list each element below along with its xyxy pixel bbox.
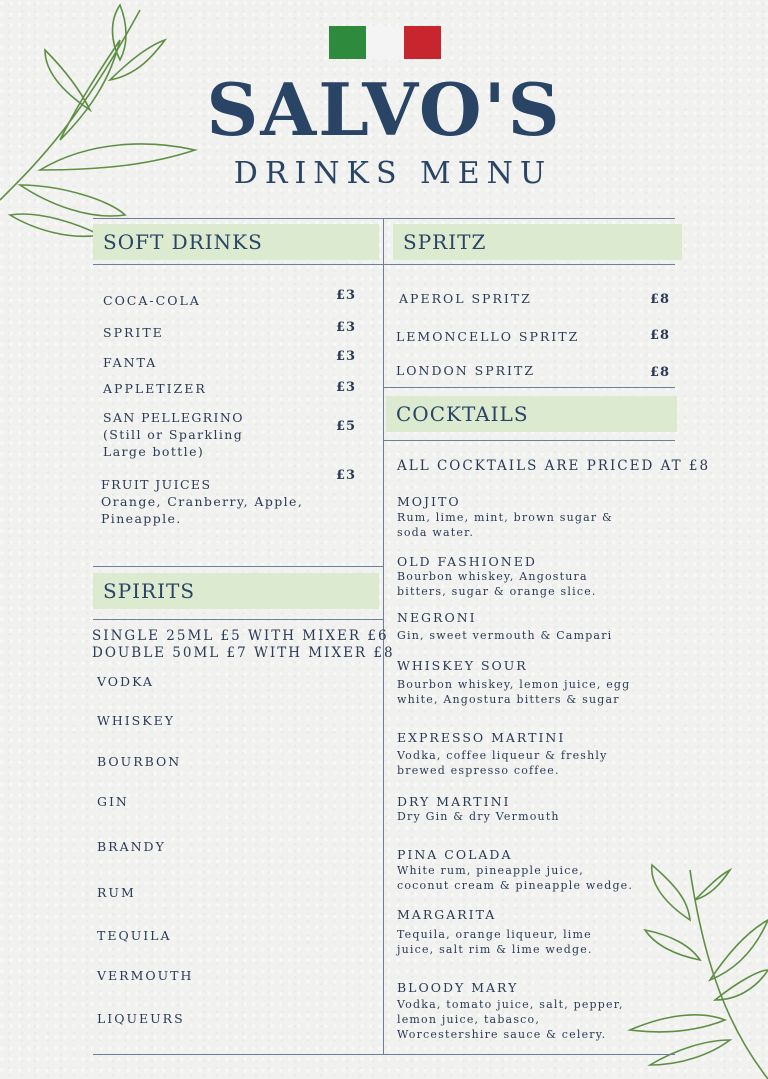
cocktail-description: Bourbon whiskey, Angostura bitters, sugar & orange slice. xyxy=(397,570,597,598)
soft-drink-name: SPRITE xyxy=(103,325,164,340)
cocktail-name: MARGARITA xyxy=(397,907,497,922)
soft-drink-name: FRUIT JUICES Orange, Cranberry, Apple, Pineapple. xyxy=(101,477,304,526)
soft-drink-name: SAN PELLEGRINO (Still or Sparkling Large bottle) xyxy=(103,410,244,459)
cocktails-heading: COCKTAILS xyxy=(386,396,677,432)
spirit-item: TEQUILA xyxy=(97,928,172,943)
menu-subtitle: DRINKS MENU xyxy=(233,156,553,191)
flag-green-stripe xyxy=(329,26,366,59)
soft-drink-name: APPLETIZER xyxy=(103,381,207,396)
cocktail-description: White rum, pineapple juice, coconut cream & pineapple wedge. xyxy=(397,864,634,892)
soft-drinks-heading: SOFT DRINKS xyxy=(93,224,379,260)
restaurant-title: SALVO'S xyxy=(206,67,562,152)
italian-flag xyxy=(329,26,441,59)
olive-branch-bottom-right xyxy=(620,860,768,1079)
cocktail-name: NEGRONI xyxy=(397,610,477,625)
spirits-rule xyxy=(93,619,383,620)
soft-drink-name: COCA-COLA xyxy=(103,293,201,308)
soft-drinks-rule xyxy=(93,264,383,265)
top-rule xyxy=(93,218,675,219)
spirit-item: LIQUEURS xyxy=(97,1011,185,1026)
spritz-price: £8 xyxy=(650,365,671,380)
cocktail-name: PINA COLADA xyxy=(397,847,513,862)
spirits-pricing-single: SINGLE 25ML £5 WITH MIXER £6 xyxy=(92,628,389,644)
cocktail-description: Bourbon whiskey, lemon juice, egg white, Angostura bitters & sugar xyxy=(397,678,631,706)
cocktail-description: Rum, lime, mint, brown sugar & soda water. xyxy=(397,511,614,539)
cocktail-description: Gin, sweet vermouth & Campari xyxy=(397,629,613,642)
soft-drink-price: £5 xyxy=(336,419,357,434)
cocktail-name: MOJITO xyxy=(397,494,461,509)
spritz-name: LEMONCELLO SPRITZ xyxy=(396,329,580,344)
spirit-item: BOURBON xyxy=(97,754,182,769)
spritz-name: LONDON SPRITZ xyxy=(396,363,536,378)
spirit-item: VERMOUTH xyxy=(97,968,194,983)
flag-red-stripe xyxy=(404,26,441,59)
cocktail-description: Vodka, coffee liqueur & freshly brewed espresso coffee. xyxy=(397,749,608,777)
soft-drink-price: £3 xyxy=(336,320,357,335)
soft-drink-price: £3 xyxy=(336,349,357,364)
spritz-price: £8 xyxy=(650,328,671,343)
bottom-rule xyxy=(93,1054,675,1055)
spritz-bottom-rule xyxy=(383,387,675,388)
cocktail-description: Tequila, orange liqueur, lime juice, salt rim & lime wedge. xyxy=(397,928,593,956)
spritz-heading: SPRITZ xyxy=(393,224,682,260)
spirits-top-rule xyxy=(93,566,383,567)
cocktail-name: WHISKEY SOUR xyxy=(397,658,528,673)
cocktail-name: BLOODY MARY xyxy=(397,980,519,995)
spritz-rule xyxy=(383,264,675,265)
spirit-item: VODKA xyxy=(97,674,154,689)
spirit-item: BRANDY xyxy=(97,839,166,854)
cocktail-name: EXPRESSO MARTINI xyxy=(397,730,566,745)
spirits-pricing-double: DOUBLE 50ML £7 WITH MIXER £8 xyxy=(92,645,395,661)
spirit-item: RUM xyxy=(97,885,136,900)
spirit-item: WHISKEY xyxy=(97,713,175,728)
cocktail-name: DRY MARTINI xyxy=(397,794,511,809)
spirits-heading: SPIRITS xyxy=(93,573,379,609)
spritz-price: £8 xyxy=(650,292,671,307)
soft-drink-price: £3 xyxy=(336,380,357,395)
cocktails-price-note: ALL COCKTAILS ARE PRICED AT £8 xyxy=(397,458,711,474)
cocktails-rule xyxy=(383,440,675,441)
soft-drink-price: £3 xyxy=(336,468,357,483)
cocktail-description: Dry Gin & dry Vermouth xyxy=(397,810,560,823)
soft-drink-name: FANTA xyxy=(103,355,158,370)
spritz-name: APEROL SPRITZ xyxy=(399,291,532,306)
cocktail-name: OLD FASHIONED xyxy=(397,554,537,569)
flag-white-stripe xyxy=(366,26,403,59)
cocktail-description: Vodka, tomato juice, salt, pepper, lemon juice, tabasco, Worcestershire sauce & celery. xyxy=(397,998,624,1041)
soft-drink-price: £3 xyxy=(336,288,357,303)
spirit-item: GIN xyxy=(97,794,129,809)
